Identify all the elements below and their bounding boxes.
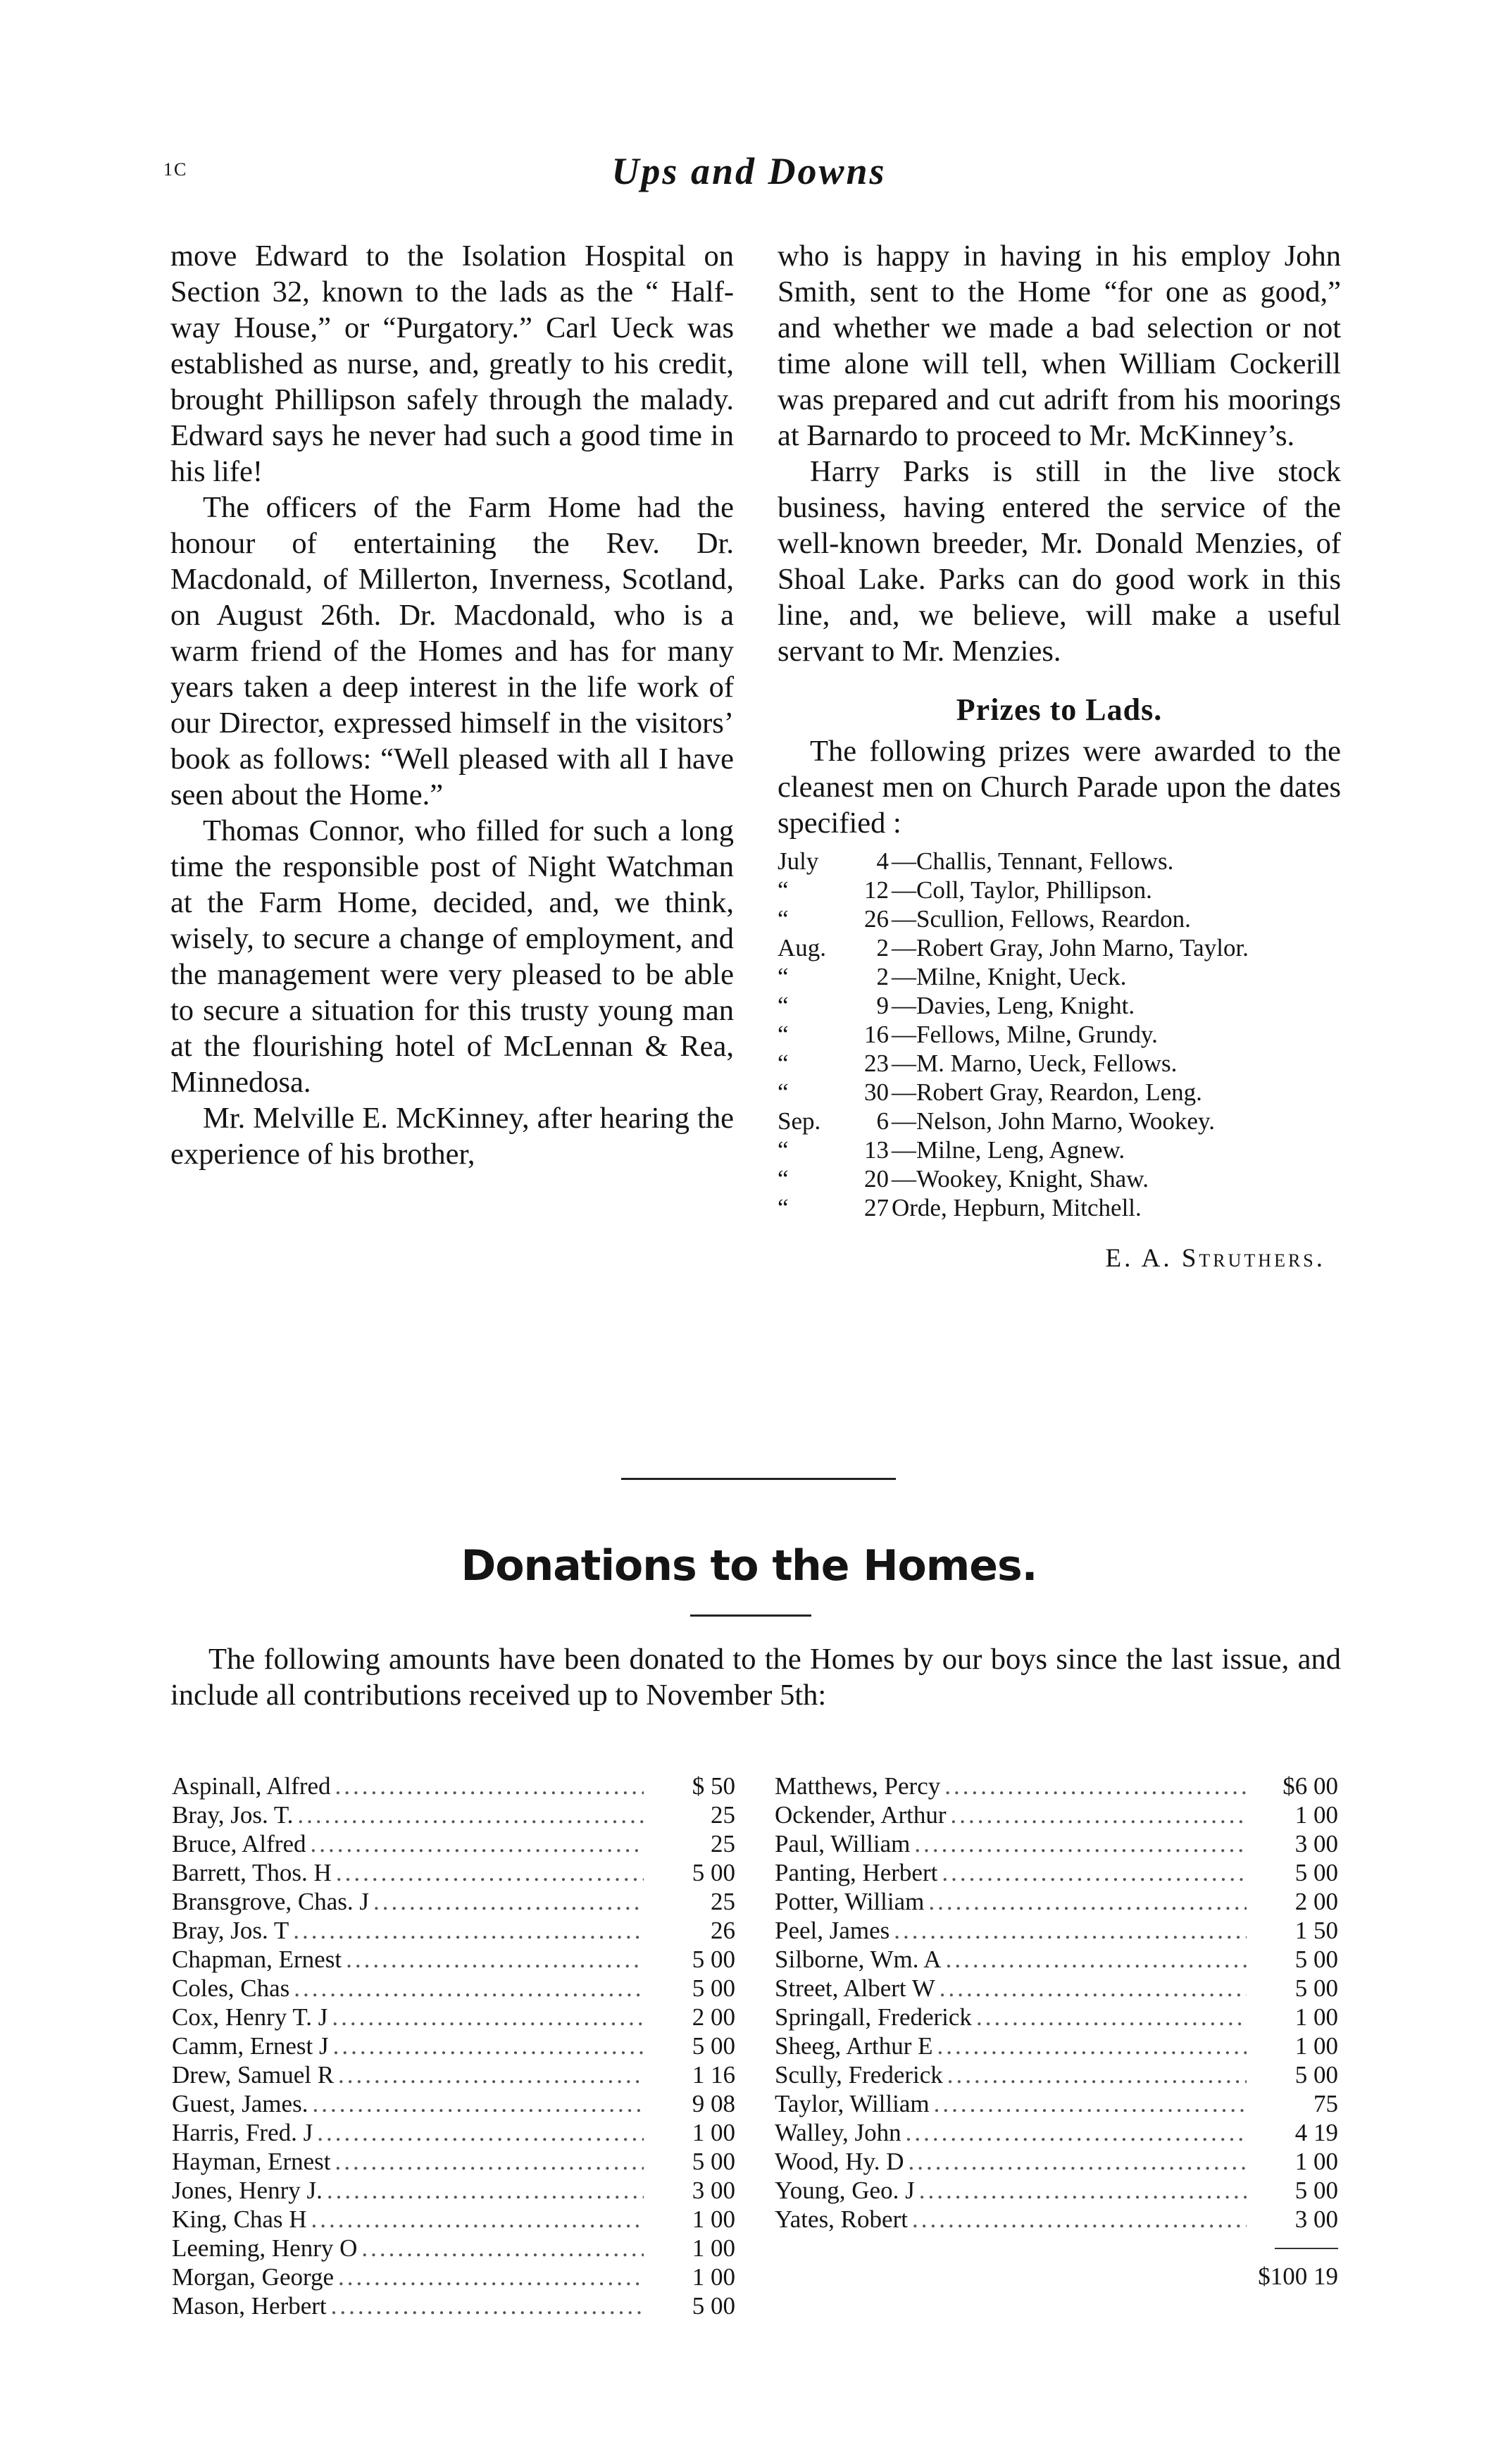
donation-row xyxy=(775,2031,1338,2060)
donor-name: Springall, Frederick xyxy=(775,2003,972,2031)
donor-name: Coles, Chas xyxy=(172,1974,290,2002)
donation-row xyxy=(775,2176,1338,2205)
dot-leader xyxy=(334,2263,644,2291)
dot-leader xyxy=(915,2176,1247,2205)
donation-amount: 5 00 xyxy=(692,2292,735,2320)
donor-name: Barrett, Thos. H xyxy=(172,1859,332,1886)
dot-leader xyxy=(942,1945,1247,1974)
prize-day: 13 xyxy=(864,1136,889,1164)
donation-amount: 4 19 xyxy=(1294,2119,1338,2146)
donor-name: King, Chas H xyxy=(172,2205,307,2233)
donation-amount: 1 00 xyxy=(692,2263,735,2291)
donor-name: Wood, Hy. D xyxy=(775,2148,904,2175)
prize-entry xyxy=(778,1164,1341,1193)
donation-amount: 2 00 xyxy=(1294,1888,1338,1915)
prize-month: “ xyxy=(778,1078,789,1106)
prize-month: July xyxy=(778,847,819,875)
prize-month: “ xyxy=(778,992,789,1019)
donation-amount: 5 00 xyxy=(1294,2177,1338,2204)
donation-row xyxy=(172,1916,735,1945)
prizes-heading: Prizes to Lads. xyxy=(956,692,1163,727)
prize-entry xyxy=(778,1049,1341,1078)
donations-list-left xyxy=(172,1772,735,2320)
prize-names: —Scullion, Fellows, Reardon. xyxy=(892,905,1191,933)
prize-day: 23 xyxy=(864,1050,889,1077)
donor-name: Ockender, Arthur xyxy=(775,1801,947,1829)
dot-leader xyxy=(924,1887,1247,1916)
prize-day: 20 xyxy=(864,1165,889,1193)
prize-entry xyxy=(778,1107,1341,1135)
prize-names: —Robert Gray, Reardon, Leng. xyxy=(892,1078,1202,1106)
donor-name: Scully, Frederick xyxy=(775,2061,943,2089)
donations-title: Donations to the Homes. xyxy=(461,1541,1037,1591)
donation-row xyxy=(172,2089,735,2118)
dot-leader xyxy=(306,1829,644,1858)
donation-row xyxy=(775,1858,1338,1887)
prize-month: “ xyxy=(778,1050,789,1077)
donor-name: Peel, James xyxy=(775,1917,890,1944)
prize-month: “ xyxy=(778,905,789,933)
donation-row xyxy=(172,1974,735,2003)
donation-amount: 1 00 xyxy=(692,2205,735,2233)
donor-name: Bray, Jos. T. xyxy=(172,1801,294,1829)
dot-leader xyxy=(940,1772,1247,1800)
donations-list-right xyxy=(775,1772,1338,2291)
donation-row xyxy=(172,2234,735,2263)
donation-row xyxy=(775,1772,1338,1800)
donation-amount: 5 00 xyxy=(1294,1859,1338,1886)
dot-leader xyxy=(908,2205,1247,2234)
donor-name: Walley, John xyxy=(775,2119,901,2146)
dot-leader xyxy=(334,2060,644,2089)
left-column xyxy=(170,238,734,1172)
dot-leader xyxy=(357,2234,644,2263)
donor-name: Paul, William xyxy=(775,1830,911,1858)
donations-intro: The following amounts have been donated to the Homes by our boys since the last issue, and include all contributions received up to November 5th: xyxy=(170,1643,1341,1712)
prize-entry xyxy=(778,1020,1341,1049)
prize-names: —M. Marno, Ueck, Fellows. xyxy=(892,1050,1178,1077)
donation-row xyxy=(172,2176,735,2205)
donation-amount: 1 00 xyxy=(692,2119,735,2146)
donor-name: Cox, Henry T. J xyxy=(172,2003,328,2031)
dot-leader xyxy=(937,1858,1247,1887)
prize-month: “ xyxy=(778,1136,789,1164)
donation-row xyxy=(775,1887,1338,1916)
donation-amount: 5 00 xyxy=(1294,1946,1338,1973)
donor-name: Bray, Jos. T xyxy=(172,1917,289,1944)
donor-name: Mason, Herbert xyxy=(172,2292,327,2320)
paragraph: The officers of the Farm Home had the honour of entertaining the Rev. Dr. Macdonald, of Millerton, Inverness, Scotland, on August 26th. Dr. Macdonald, who is a warm friend of the Homes and has for many years taken a deep interest in the life work of our Director, expressed himself in the visitors’ book as follows: “Well pleased with all I have seen about the Home.” xyxy=(170,491,734,811)
donation-amount: 5 00 xyxy=(692,1974,735,2002)
donation-amount: 5 00 xyxy=(1294,2061,1338,2089)
donation-amount: 1 00 xyxy=(1294,2148,1338,2175)
donor-name: Guest, James. xyxy=(172,2090,308,2117)
prize-day: 4 xyxy=(876,847,889,875)
donation-amount: 5 00 xyxy=(692,1946,735,1973)
paragraph: Harry Parks is still in the live stock business, having entered the service of the well-known breeder, Mr. Donald Menzies, of Shoal Lake. Parks can do good work in this line, and, we believe, will make a useful servant to Mr. Menzies. xyxy=(778,455,1341,668)
prize-entry xyxy=(778,876,1341,904)
dot-leader xyxy=(327,2003,644,2031)
donor-name: Silborne, Wm. A xyxy=(775,1946,942,1973)
donation-amount: 3 00 xyxy=(1294,1830,1338,1858)
donation-amount: 9 08 xyxy=(692,2090,735,2117)
donation-row xyxy=(172,2060,735,2089)
prize-day: 6 xyxy=(876,1107,889,1135)
dot-leader xyxy=(327,2291,644,2320)
donor-name: Potter, William xyxy=(775,1888,925,1915)
prize-names: Orde, Hepburn, Mitchell. xyxy=(892,1194,1142,1221)
prize-day: 12 xyxy=(864,876,889,904)
prize-names: —Davies, Leng, Knight. xyxy=(892,992,1135,1019)
donations-total xyxy=(775,2262,1338,2291)
donation-amount: 5 00 xyxy=(692,2148,735,2175)
donation-amount: 25 xyxy=(711,1830,735,1858)
prizes-intro: The following prizes were awarded to the cleanest men on Church Parade upon the dates specified : xyxy=(778,735,1341,840)
donation-row xyxy=(172,1887,735,1916)
paragraph: who is happy in having in his employ John Smith, sent to the Home “for one as good,” and whether we made a bad selection or not time alone will tell, when William Cockerill was prepared and cut adrift from his moorings at Barnardo to proceed to Mr. McKinney’s. xyxy=(778,239,1341,452)
donation-row xyxy=(775,1800,1338,1829)
donation-row xyxy=(172,2003,735,2031)
donation-row xyxy=(775,1974,1338,2003)
donation-row xyxy=(172,1772,735,1800)
donation-amount: 2 00 xyxy=(692,2003,735,2031)
prize-day: 16 xyxy=(864,1021,889,1048)
donation-row xyxy=(172,2118,735,2147)
donor-name: Camm, Ernest J xyxy=(172,2032,329,2060)
page-number: 1C xyxy=(163,159,188,180)
section-divider xyxy=(621,1478,896,1480)
donor-name: Aspinall, Alfred xyxy=(172,1772,331,1800)
donor-name: Chapman, Ernest xyxy=(172,1946,342,1973)
donation-amount: $ 50 xyxy=(692,1772,735,1800)
dot-leader xyxy=(935,1974,1247,2003)
prize-names: —Nelson, John Marno, Wookey. xyxy=(892,1107,1215,1135)
donation-row xyxy=(775,1945,1338,1974)
donor-name: Street, Albert W xyxy=(775,1974,935,2002)
dot-leader xyxy=(890,1916,1247,1945)
donation-amount: 5 00 xyxy=(1294,1974,1338,2002)
dot-leader xyxy=(289,1974,644,2003)
prize-names: —Challis, Tennant, Fellows. xyxy=(892,847,1174,875)
running-title: Ups and Downs xyxy=(611,150,887,192)
dot-leader xyxy=(930,2089,1247,2118)
dot-leader xyxy=(910,1829,1247,1858)
prize-month: “ xyxy=(778,1165,789,1193)
donation-amount: 26 xyxy=(711,1917,735,1944)
donation-row xyxy=(775,2089,1338,2118)
dot-leader xyxy=(330,2147,644,2176)
donation-row xyxy=(775,1829,1338,1858)
donation-row xyxy=(775,2205,1338,2234)
donor-name: Sheeg, Arthur E xyxy=(775,2032,933,2060)
dot-leader xyxy=(331,1772,644,1800)
dot-leader xyxy=(332,1858,644,1887)
prize-day: 27 xyxy=(864,1194,889,1221)
paragraph: Thomas Connor, who filled for such a long time the responsible post of Night Watchman at the Farm Home, decided, and, we think, wisely, to secure a change of employment, and the management were very pleased to be able to secure a situation for this trusty young man at the flourishing hotel of McLennan & Rea, Minnedosa. xyxy=(170,814,734,1099)
dot-leader xyxy=(901,2118,1247,2147)
prize-entry xyxy=(778,1078,1341,1107)
donation-amount: 1 00 xyxy=(1294,2003,1338,2031)
donation-amount: 3 00 xyxy=(692,2177,735,2204)
donation-amount: 1 00 xyxy=(692,2234,735,2262)
donation-amount: 25 xyxy=(711,1888,735,1915)
donor-name: Taylor, William xyxy=(775,2090,930,2117)
donor-name: Leeming, Henry O xyxy=(172,2234,358,2262)
donor-name: Young, Geo. J xyxy=(775,2177,915,2204)
donor-name: Drew, Samuel R xyxy=(172,2061,335,2089)
donor-name: Hayman, Ernest xyxy=(172,2148,331,2175)
donation-amount: $6 00 xyxy=(1282,1772,1338,1800)
donor-name: Morgan, George xyxy=(172,2263,335,2291)
donation-amount: 5 00 xyxy=(692,2032,735,2060)
prize-month: “ xyxy=(778,1021,789,1048)
donation-amount: 1 16 xyxy=(692,2061,735,2089)
donor-name: Bransgrove, Chas. J xyxy=(172,1888,369,1915)
paragraph: Mr. Melville E. McKinney, after hearing the experience of his brother, xyxy=(170,1102,734,1171)
dot-leader xyxy=(289,1916,644,1945)
donation-row xyxy=(172,1858,735,1887)
donation-row xyxy=(172,1945,735,1974)
prize-entry xyxy=(778,933,1341,962)
donation-row xyxy=(775,2118,1338,2147)
dot-leader xyxy=(904,2147,1247,2176)
prize-entry xyxy=(778,991,1341,1020)
prize-entry xyxy=(778,847,1341,876)
donation-row xyxy=(775,2147,1338,2176)
donation-row xyxy=(775,2060,1338,2089)
donation-row xyxy=(172,2031,735,2060)
prize-month: Sep. xyxy=(778,1107,821,1135)
donation-amount: 3 00 xyxy=(1294,2205,1338,2233)
prize-list xyxy=(778,847,1341,1222)
prize-month: Aug. xyxy=(778,934,827,962)
right-column xyxy=(778,238,1341,1276)
donation-row xyxy=(172,2291,735,2320)
donor-name: Yates, Robert xyxy=(775,2205,908,2233)
total-rule xyxy=(775,2234,1338,2262)
prize-names: —Wookey, Knight, Shaw. xyxy=(892,1165,1149,1193)
prize-names: —Milne, Knight, Ueck. xyxy=(892,963,1127,990)
prize-day: 9 xyxy=(876,992,889,1019)
dot-leader xyxy=(369,1887,644,1916)
title-underline xyxy=(690,1614,811,1617)
donation-amount: 1 50 xyxy=(1294,1917,1338,1944)
prize-entry xyxy=(778,962,1341,991)
dot-leader xyxy=(323,2176,644,2205)
donation-amount: 25 xyxy=(711,1801,735,1829)
prize-month: “ xyxy=(778,963,789,990)
donation-amount: 1 00 xyxy=(1294,1801,1338,1829)
dot-leader xyxy=(308,2089,644,2118)
prize-names: —Coll, Taylor, Phillipson. xyxy=(892,876,1152,904)
dot-leader xyxy=(943,2060,1247,2089)
donation-row xyxy=(172,2205,735,2234)
prize-month: “ xyxy=(778,876,789,904)
prize-day: 2 xyxy=(876,934,889,962)
donation-row xyxy=(172,2263,735,2291)
prize-entry xyxy=(778,1193,1341,1222)
dot-leader xyxy=(313,2118,644,2147)
prize-day: 2 xyxy=(876,963,889,990)
donor-name: Jones, Henry J. xyxy=(172,2177,323,2204)
donation-row xyxy=(172,1829,735,1858)
prize-names: —Milne, Leng, Agnew. xyxy=(892,1136,1125,1164)
dot-leader xyxy=(307,2205,644,2234)
donation-row xyxy=(775,1916,1338,1945)
donor-name: Panting, Herbert xyxy=(775,1859,938,1886)
dot-leader xyxy=(293,1800,644,1829)
prize-names: —Fellows, Milne, Grundy. xyxy=(892,1021,1158,1048)
prize-day: 26 xyxy=(864,905,889,933)
dot-leader xyxy=(933,2031,1247,2060)
donation-amount: 1 00 xyxy=(1294,2032,1338,2060)
dot-leader xyxy=(329,2031,644,2060)
dot-leader xyxy=(947,1800,1247,1829)
donation-amount: 5 00 xyxy=(692,1859,735,1886)
donation-amount: 75 xyxy=(1313,2090,1338,2117)
donation-row xyxy=(172,2147,735,2176)
dot-leader xyxy=(342,1945,644,1974)
paragraph: move Edward to the Isolation Hospital on Section 32, known to the lads as the “ Half-way House,” or “Purgatory.” Carl Ueck was established as nurse, and, greatly to his credit, brought Phillipson safely through the malady. Edward says he never had such a good time in his life! xyxy=(170,239,734,488)
dot-leader xyxy=(972,2003,1247,2031)
donation-row xyxy=(775,2003,1338,2031)
prize-month: “ xyxy=(778,1194,789,1221)
total-amount: $100 19 xyxy=(1258,2263,1338,2290)
donor-name: Harris, Fred. J xyxy=(172,2119,313,2146)
donor-name: Bruce, Alfred xyxy=(172,1830,306,1858)
prize-names: —Robert Gray, John Marno, Taylor. xyxy=(892,934,1249,962)
prize-day: 30 xyxy=(864,1078,889,1106)
prize-entry xyxy=(778,1135,1341,1164)
donor-name: Matthews, Percy xyxy=(775,1772,941,1800)
prize-entry xyxy=(778,904,1341,933)
donation-row xyxy=(172,1800,735,1829)
signature: E. A. Struthers. xyxy=(1105,1244,1325,1273)
